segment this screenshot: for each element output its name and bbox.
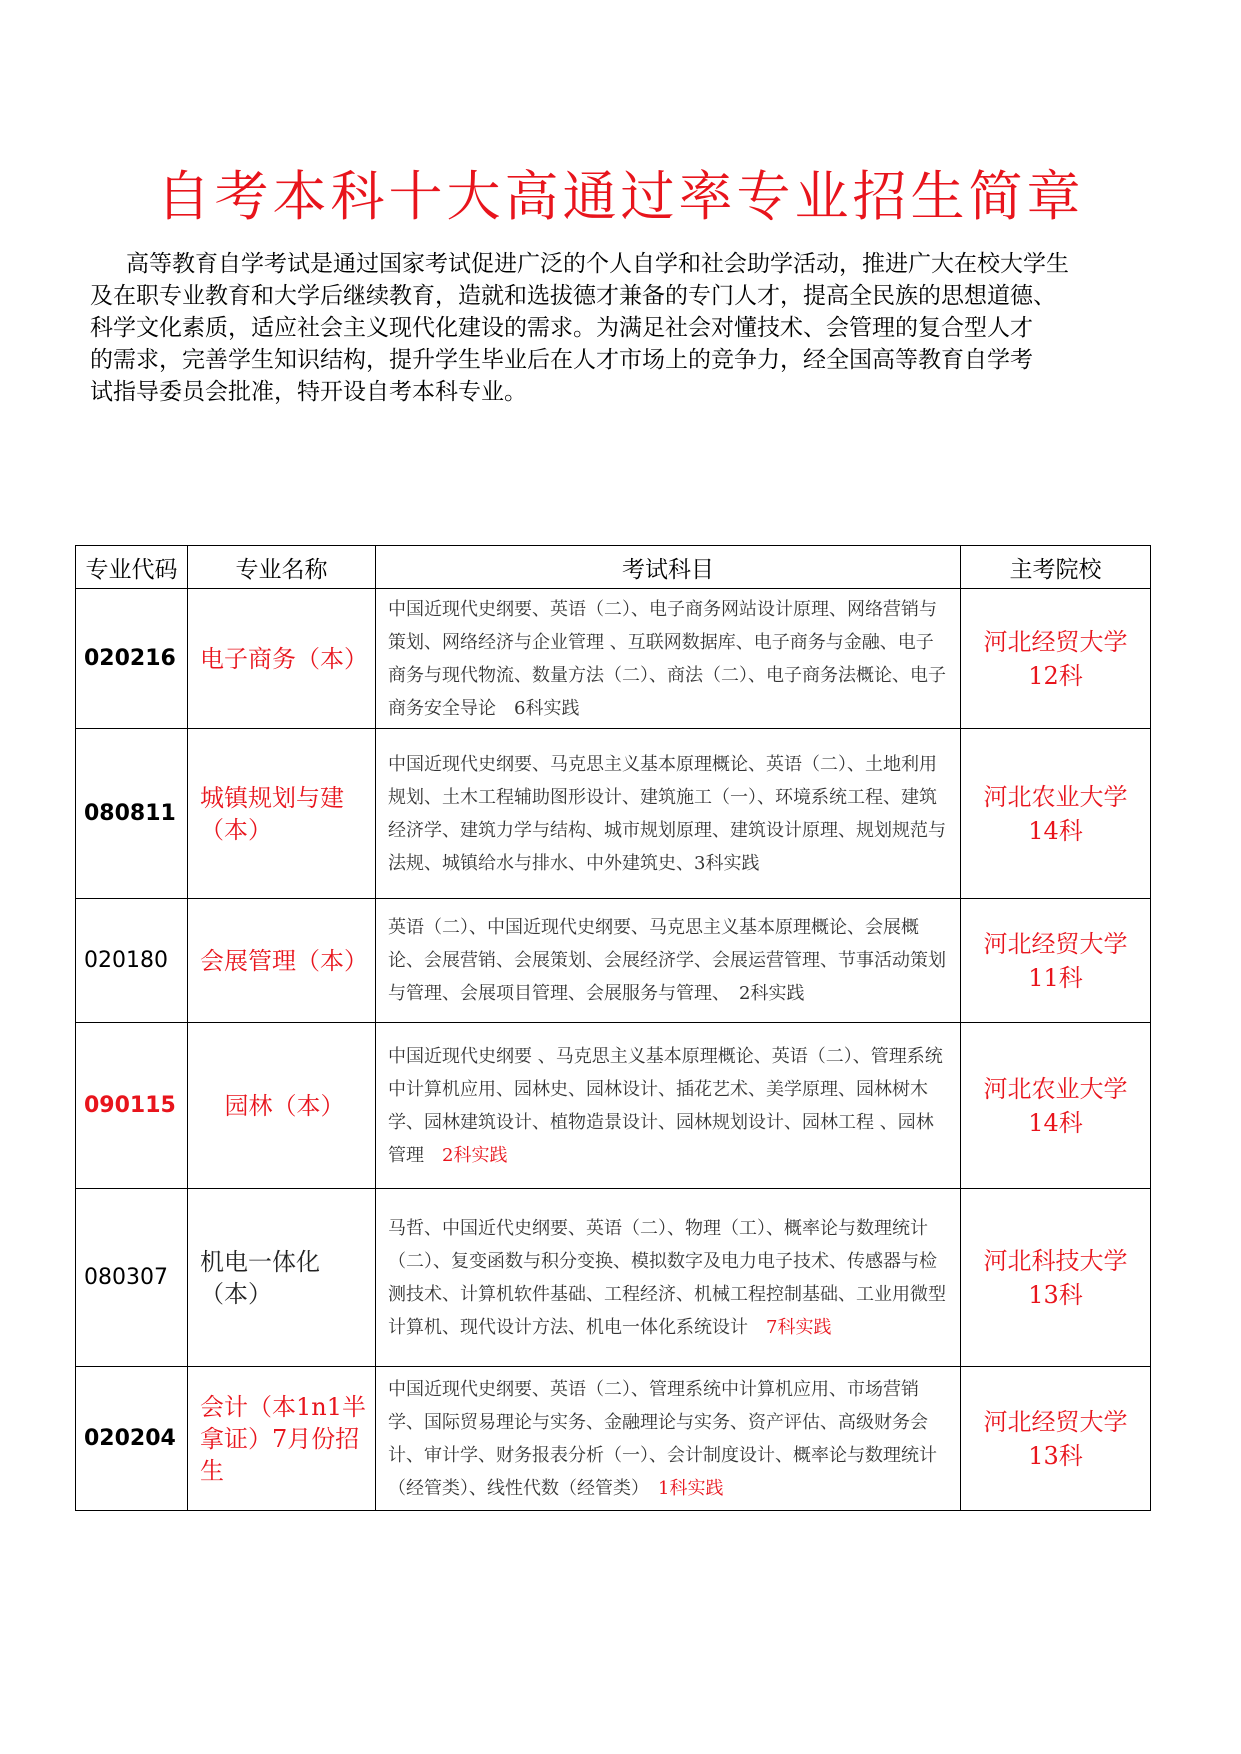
- major-code: 080307: [76, 1189, 188, 1367]
- subject-count: 14科: [1028, 1108, 1083, 1137]
- major-name: 城镇规划与建（本）: [188, 729, 376, 899]
- practice-count: 3科实践: [694, 852, 760, 874]
- table-header-row: [76, 546, 1151, 589]
- school-name: 河北经贸大学: [983, 627, 1128, 656]
- table-row: [76, 899, 1151, 1023]
- subject-count: 14科: [1028, 816, 1083, 845]
- major-name: 会展管理（本）: [188, 899, 376, 1023]
- subjects-text: 中国近现代史纲要、马克思主义基本原理概论、英语（二）、土地利用规划、土木工程辅助图形设计、建筑施工（一）、环境系统工程、建筑经济学、建筑力学与结构、城市规划原理、建筑设计原理、规划规范与法规、城镇给水与排水、中外建筑史、: [388, 753, 946, 874]
- major-name: 会计（本1n1半拿证）7月份招生: [188, 1367, 376, 1511]
- table-row: [76, 589, 1151, 729]
- major-code: 080811: [76, 729, 188, 899]
- major-code: 020216: [76, 589, 188, 729]
- exam-subjects: [376, 589, 961, 729]
- exam-subjects: [376, 729, 961, 899]
- practice-count: 7科实践: [766, 1316, 832, 1338]
- table-row: [76, 1189, 1151, 1367]
- practice-count: 1科实践: [658, 1477, 724, 1499]
- intro-line: 科学文化素质，适应社会主义现代化建设的需求。为满足社会对懂技术、会管理的复合型人才: [90, 315, 1033, 341]
- major-name: 机电一体化（本）: [188, 1189, 376, 1367]
- major-name: 园林（本）: [188, 1023, 376, 1189]
- intro-paragraph: [90, 248, 1100, 408]
- major-code: 020204: [76, 1367, 188, 1511]
- practice-count: 2科实践: [739, 983, 805, 1004]
- header-subjects: 考试科目: [376, 546, 961, 589]
- header-code: 专业代码: [76, 546, 188, 589]
- subject-count: 12科: [1028, 661, 1083, 690]
- school-name: 河北经贸大学: [983, 1407, 1128, 1436]
- table-row: [76, 1367, 1151, 1511]
- table-row: [76, 1023, 1151, 1189]
- exam-subjects: [376, 1023, 961, 1189]
- subjects-text: 中国近现代史纲要、英语（二）、管理系统中计算机应用、市场营销学、国际贸易理论与实务、金融理论与实务、资产评估、高级财务会计、审计学、财务报表分析（一）、会计制度设计、概率论与数理统计（经管类）、线性代数（经管类）: [388, 1378, 937, 1499]
- subjects-text: 英语（二）、中国近现代史纲要、马克思主义基本原理概论、会展概论、会展营销、会展策划、会展经济学、会展运营管理、节事活动策划与管理、会展项目管理、会展服务与管理、: [388, 917, 946, 1004]
- page-title: 自考本科十大高通过率专业招生简章: [156, 165, 1085, 228]
- exam-school: [961, 899, 1151, 1023]
- school-name: 河北农业大学: [983, 1074, 1128, 1103]
- major-code: 090115: [76, 1023, 188, 1189]
- exam-school: [961, 729, 1151, 899]
- exam-subjects: [376, 899, 961, 1023]
- table-row: [76, 729, 1151, 899]
- school-name: 河北科技大学: [983, 1246, 1128, 1275]
- exam-school: [961, 1023, 1151, 1189]
- subjects-text: 中国近现代史纲要 、马克思主义基本原理概论、英语（二）、管理系统中计算机应用、园林史、园林设计、插花艺术、美学原理、园林树木学、园林建筑设计、植物造景设计、园林规划设计、园林工程 、园林管理: [388, 1045, 943, 1166]
- exam-subjects: [376, 1189, 961, 1367]
- header-school: 主考院校: [961, 546, 1151, 589]
- header-name: 专业名称: [188, 546, 376, 589]
- subjects-text: 中国近现代史纲要、英语（二）、电子商务网站设计原理、网络营销与策划、网络经济与企业管理 、互联网数据库、电子商务与金融、电子商务与现代物流、数量方法（二）、商法（二）、电子商务法概论、电子商务安全导论: [388, 598, 946, 719]
- intro-line: 及在职专业教育和大学后继续教育，造就和选拔德才兼备的专门人才，提高全民族的思想道德、: [90, 283, 1056, 309]
- intro-line: 试指导委员会批准，特开设自考本科专业。: [90, 379, 527, 405]
- major-name: 电子商务（本）: [188, 589, 376, 729]
- subjects-text: 马哲、中国近代史纲要、英语（二）、物理（工）、概率论与数理统计（二）、复变函数与积分变换、模拟数字及电力电子技术、传感器与检测技术、计算机软件基础、工程经济、机械工程控制基础、工业用微型计算机、现代设计方法、机电一体化系统设计: [388, 1217, 946, 1338]
- school-name: 河北农业大学: [983, 782, 1128, 811]
- exam-subjects: [376, 1367, 961, 1511]
- exam-school: [961, 1189, 1151, 1367]
- exam-school: [961, 589, 1151, 729]
- exam-school: [961, 1367, 1151, 1511]
- intro-line: 高等教育自学考试是通过国家考试促进广泛的个人自学和社会助学活动，推进广大在校大学生: [126, 251, 1069, 277]
- subject-count: 13科: [1028, 1441, 1083, 1470]
- intro-line: 的需求，完善学生知识结构，提升学生毕业后在人才市场上的竞争力，经全国高等教育自学考: [90, 347, 1033, 373]
- practice-count: 6科实践: [514, 697, 580, 719]
- major-code: 020180: [76, 899, 188, 1023]
- majors-table: [75, 545, 1151, 1511]
- school-name: 河北经贸大学: [983, 929, 1128, 958]
- subject-count: 13科: [1028, 1280, 1083, 1309]
- practice-count: 2科实践: [442, 1144, 508, 1166]
- subject-count: 11科: [1028, 963, 1083, 992]
